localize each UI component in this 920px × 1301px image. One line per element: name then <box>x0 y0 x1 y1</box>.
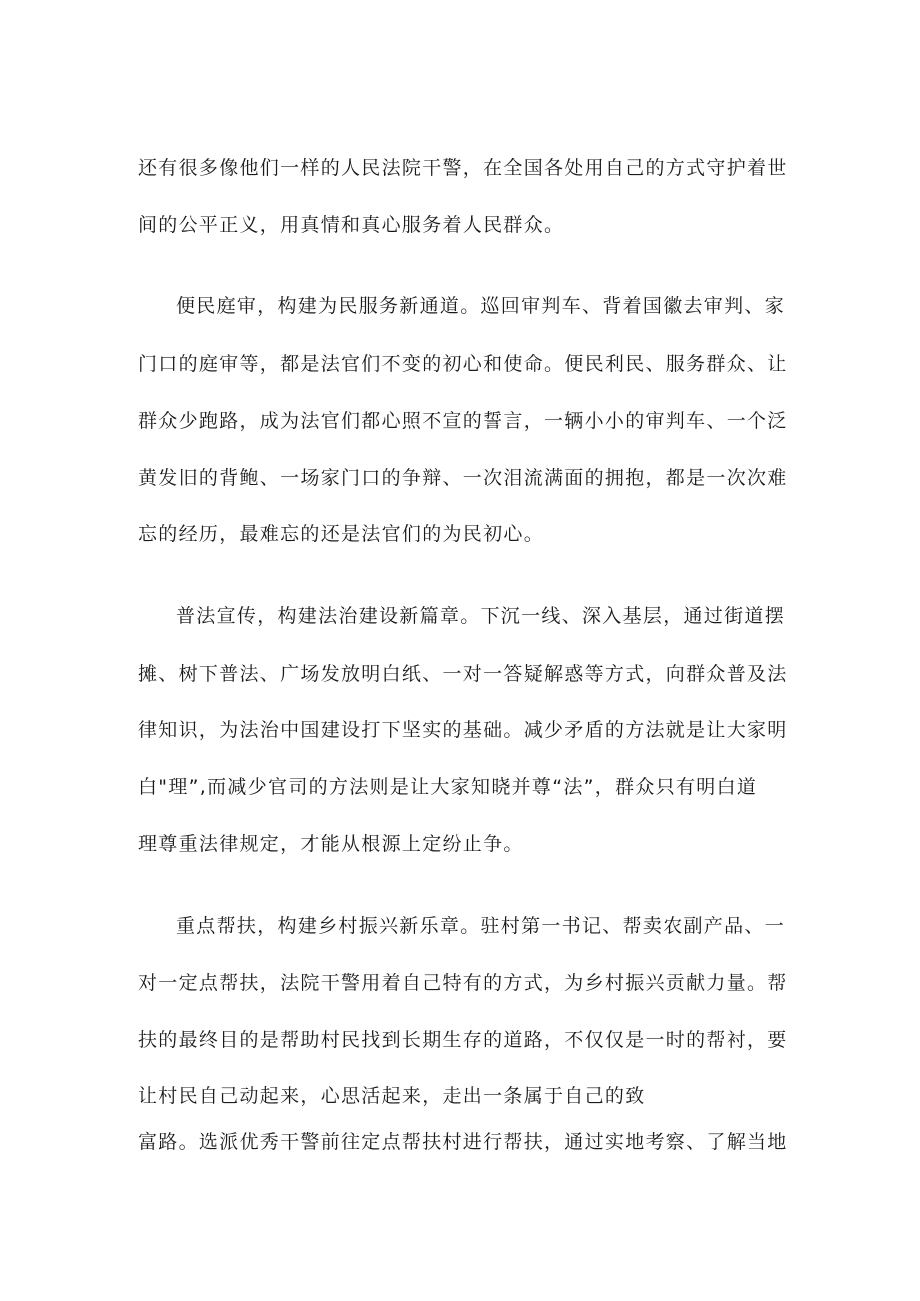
paragraph-line: 律知识，为法治中国建设打下坚实的基础。减少矛盾的方法就是让大家明 <box>138 719 788 741</box>
paragraph-line: 间的公平正义，用真情和真心服务着人民群众。 <box>138 214 565 236</box>
paragraph-line: 群众少跑路，成为法官们都心照不宣的誓言，一辆小小的审判车、一个泛 <box>138 410 788 432</box>
paragraph-line: 理尊重法律规定，才能从根源上定纷止争。 <box>138 833 524 855</box>
paragraph-line: 白"理”,而减少官司的方法则是让大家知晓并尊“法”，群众只有明白道 <box>138 776 758 798</box>
paragraph-line: 对一定点帮扶，法院干警用着自己特有的方式，为乡村振兴贡献力量。帮 <box>138 972 788 994</box>
paragraph-line: 普法宣传，构建法治建设新篇章。下沉一线、深入基层，通过街道摆 <box>176 605 786 627</box>
paragraph-line: 还有很多像他们一样的人民法院干警，在全国各处用自己的方式守护着世 <box>138 157 788 179</box>
paragraph-line: 忘的经历，最难忘的还是法官们的为民初心。 <box>138 523 545 545</box>
paragraph-line: 黄发旧的背鲍、一场家门口的争辩、一次泪流满面的拥抱，都是一次次难 <box>138 467 788 489</box>
paragraph-line: 让村民自己动起来，心思活起来，走出一条属于自己的致 <box>138 1085 646 1107</box>
paragraph-line: 重点帮扶，构建乡村振兴新乐章。驻村第一书记、帮卖农副产品、一 <box>176 915 786 937</box>
paragraph-line: 摊、树下普法、广场发放明白纸、一对一答疑解惑等方式，向群众普及法 <box>138 663 788 685</box>
paragraph-line: 扶的最终目的是帮助村民找到长期生存的道路，不仅仅是一时的帮衬，要 <box>138 1029 788 1051</box>
paragraph-line: 便民庭审，构建为民服务新通道。巡回审判车、背着国徽去审判、家 <box>176 295 786 317</box>
paragraph-line: 富路。选派优秀干警前往定点帮扶村进行帮扶，通过实地考察、了解当地 <box>138 1131 788 1153</box>
paragraph-line: 门口的庭审等，都是法官们不变的初心和使命。便民利民、服务群众、让 <box>138 353 788 375</box>
